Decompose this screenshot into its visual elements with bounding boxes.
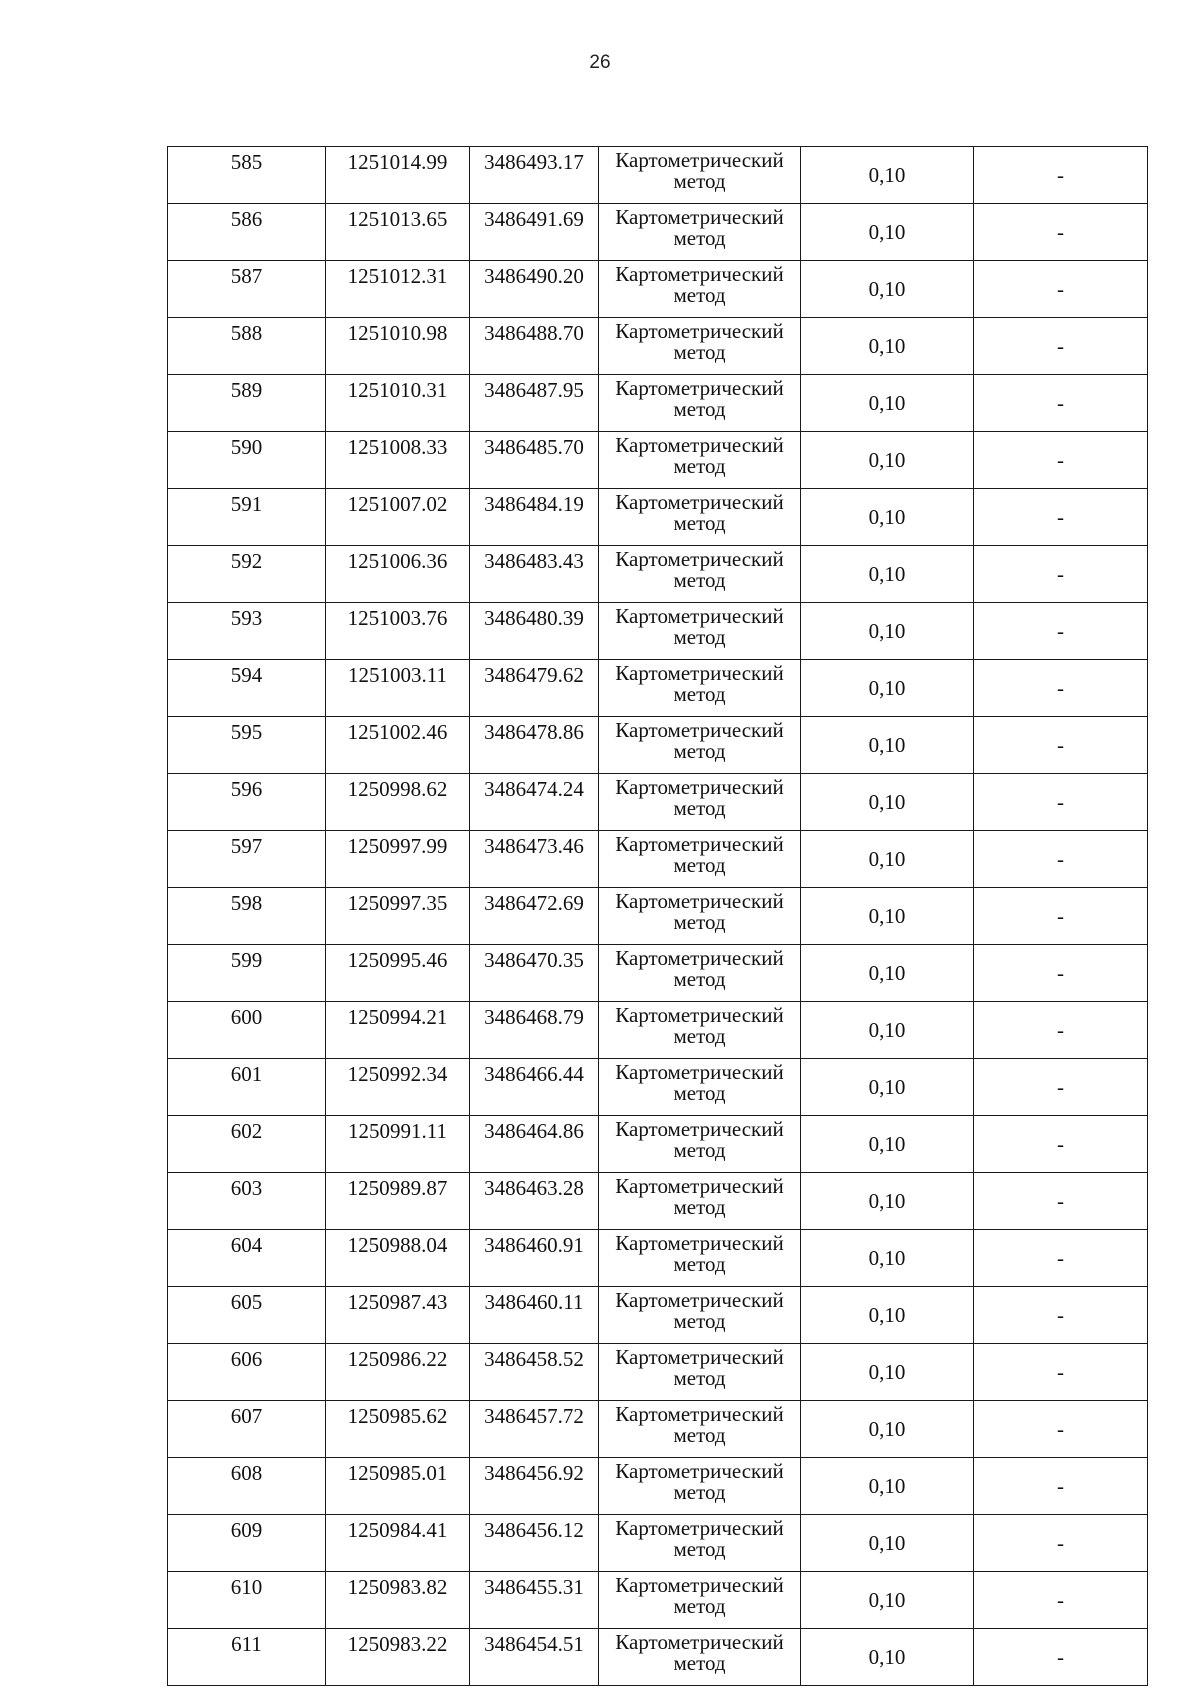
method-cell: [599, 375, 801, 432]
accuracy-cell: 0,10: [801, 717, 974, 774]
table-row: [168, 1002, 1148, 1059]
x-coordinate-cell: 1250986.22: [326, 1344, 470, 1401]
x-coordinate-cell: 1250987.43: [326, 1287, 470, 1344]
accuracy-cell: 0,10: [801, 489, 974, 546]
table-body: [168, 147, 1148, 1686]
point-number-cell: 595: [168, 717, 326, 774]
accuracy-cell: 0,10: [801, 261, 974, 318]
x-coordinate-cell: 1251008.33: [326, 432, 470, 489]
table-row: [168, 1629, 1148, 1686]
y-coordinate-cell: 3486463.28: [470, 1173, 599, 1230]
x-coordinate-cell: 1250995.46: [326, 945, 470, 1002]
method-line-1: Картометрический: [615, 319, 784, 343]
table-row: [168, 1173, 1148, 1230]
point-number-cell: 609: [168, 1515, 326, 1572]
method-line-2: метод: [673, 454, 726, 478]
method-cell: [599, 489, 801, 546]
note-cell: -: [974, 1344, 1148, 1401]
accuracy-cell: 0,10: [801, 660, 974, 717]
method-cell: [599, 546, 801, 603]
table-row: [168, 1401, 1148, 1458]
x-coordinate-cell: 1251014.99: [326, 147, 470, 204]
x-coordinate-cell: 1251010.98: [326, 318, 470, 375]
y-coordinate-cell: 3486488.70: [470, 318, 599, 375]
x-coordinate-cell: 1251007.02: [326, 489, 470, 546]
method-line-1: Картометрический: [615, 1288, 784, 1312]
method-cell: [599, 831, 801, 888]
x-coordinate-cell: 1250998.62: [326, 774, 470, 831]
note-cell: -: [974, 774, 1148, 831]
method-cell: [599, 261, 801, 318]
table-row: [168, 888, 1148, 945]
note-cell: -: [974, 318, 1148, 375]
y-coordinate-cell: 3486468.79: [470, 1002, 599, 1059]
point-number-cell: 604: [168, 1230, 326, 1287]
note-cell: -: [974, 603, 1148, 660]
method-cell: [599, 432, 801, 489]
method-cell: [599, 318, 801, 375]
point-number-cell: 608: [168, 1458, 326, 1515]
x-coordinate-cell: 1250991.11: [326, 1116, 470, 1173]
x-coordinate-cell: 1250997.35: [326, 888, 470, 945]
accuracy-cell: 0,10: [801, 1515, 974, 1572]
point-number-cell: 600: [168, 1002, 326, 1059]
table-row: [168, 1230, 1148, 1287]
method-line-1: Картометрический: [615, 1231, 784, 1255]
method-line-2: метод: [673, 1024, 726, 1048]
note-cell: -: [974, 1059, 1148, 1116]
method-cell: [599, 1344, 801, 1401]
accuracy-cell: 0,10: [801, 375, 974, 432]
x-coordinate-cell: 1251006.36: [326, 546, 470, 603]
point-number-cell: 596: [168, 774, 326, 831]
point-number-cell: 589: [168, 375, 326, 432]
accuracy-cell: 0,10: [801, 204, 974, 261]
method-line-1: Картометрический: [615, 376, 784, 400]
x-coordinate-cell: 1250985.62: [326, 1401, 470, 1458]
table-row: [168, 945, 1148, 1002]
accuracy-cell: 0,10: [801, 1287, 974, 1344]
x-coordinate-cell: 1250983.22: [326, 1629, 470, 1686]
method-line-2: метод: [673, 340, 726, 364]
method-cell: [599, 717, 801, 774]
method-line-2: метод: [673, 511, 726, 535]
table-row: [168, 489, 1148, 546]
method-cell: [599, 1401, 801, 1458]
y-coordinate-cell: 3486464.86: [470, 1116, 599, 1173]
note-cell: -: [974, 375, 1148, 432]
method-line-2: метод: [673, 1651, 726, 1675]
method-line-1: Картометрический: [615, 148, 784, 172]
x-coordinate-cell: 1251012.31: [326, 261, 470, 318]
accuracy-cell: 0,10: [801, 1344, 974, 1401]
y-coordinate-cell: 3486484.19: [470, 489, 599, 546]
point-number-cell: 607: [168, 1401, 326, 1458]
table-row: [168, 660, 1148, 717]
method-line-2: метод: [673, 967, 726, 991]
method-line-1: Картометрический: [615, 1573, 784, 1597]
table-row: [168, 1059, 1148, 1116]
method-line-2: метод: [673, 1309, 726, 1333]
method-line-2: метод: [673, 1537, 726, 1561]
point-number-cell: 599: [168, 945, 326, 1002]
method-line-2: метод: [673, 226, 726, 250]
table-row: [168, 603, 1148, 660]
table-row: [168, 375, 1148, 432]
method-cell: [599, 1116, 801, 1173]
method-line-2: метод: [673, 397, 726, 421]
note-cell: -: [974, 1287, 1148, 1344]
method-cell: [599, 1287, 801, 1344]
point-number-cell: 585: [168, 147, 326, 204]
point-number-cell: 590: [168, 432, 326, 489]
accuracy-cell: 0,10: [801, 1572, 974, 1629]
accuracy-cell: 0,10: [801, 1116, 974, 1173]
note-cell: -: [974, 1230, 1148, 1287]
y-coordinate-cell: 3486466.44: [470, 1059, 599, 1116]
method-line-2: метод: [673, 625, 726, 649]
note-cell: -: [974, 660, 1148, 717]
method-line-2: метод: [673, 796, 726, 820]
x-coordinate-cell: 1250985.01: [326, 1458, 470, 1515]
method-cell: [599, 1059, 801, 1116]
point-number-cell: 606: [168, 1344, 326, 1401]
note-cell: -: [974, 831, 1148, 888]
x-coordinate-cell: 1251013.65: [326, 204, 470, 261]
method-cell: [599, 888, 801, 945]
table-row: [168, 831, 1148, 888]
method-line-2: метод: [673, 682, 726, 706]
note-cell: -: [974, 261, 1148, 318]
method-line-2: метод: [673, 1195, 726, 1219]
point-number-cell: 588: [168, 318, 326, 375]
method-cell: [599, 147, 801, 204]
method-line-1: Картометрический: [615, 433, 784, 457]
method-line-1: Картометрический: [615, 832, 784, 856]
method-cell: [599, 660, 801, 717]
note-cell: -: [974, 1401, 1148, 1458]
accuracy-cell: 0,10: [801, 147, 974, 204]
point-number-cell: 611: [168, 1629, 326, 1686]
x-coordinate-cell: 1250997.99: [326, 831, 470, 888]
method-line-1: Картометрический: [615, 1003, 784, 1027]
coordinates-table: [167, 146, 1148, 1686]
table-row: [168, 261, 1148, 318]
table-row: [168, 204, 1148, 261]
method-line-1: Картометрический: [615, 661, 784, 685]
method-cell: [599, 1572, 801, 1629]
note-cell: -: [974, 1515, 1148, 1572]
method-line-2: метод: [673, 1366, 726, 1390]
method-cell: [599, 1230, 801, 1287]
method-line-1: Картометрический: [615, 1174, 784, 1198]
method-cell: [599, 1173, 801, 1230]
y-coordinate-cell: 3486470.35: [470, 945, 599, 1002]
accuracy-cell: 0,10: [801, 318, 974, 375]
note-cell: -: [974, 888, 1148, 945]
method-line-2: метод: [673, 1252, 726, 1276]
point-number-cell: 587: [168, 261, 326, 318]
table-row: [168, 546, 1148, 603]
accuracy-cell: 0,10: [801, 774, 974, 831]
method-line-1: Картометрический: [615, 1630, 784, 1654]
method-line-1: Картометрический: [615, 547, 784, 571]
note-cell: -: [974, 546, 1148, 603]
x-coordinate-cell: 1250988.04: [326, 1230, 470, 1287]
point-number-cell: 605: [168, 1287, 326, 1344]
method-line-2: метод: [673, 1081, 726, 1105]
y-coordinate-cell: 3486473.46: [470, 831, 599, 888]
method-line-1: Картометрический: [615, 1345, 784, 1369]
y-coordinate-cell: 3486487.95: [470, 375, 599, 432]
x-coordinate-cell: 1250984.41: [326, 1515, 470, 1572]
accuracy-cell: 0,10: [801, 1458, 974, 1515]
method-line-2: метод: [673, 1480, 726, 1504]
method-line-1: Картометрический: [615, 1459, 784, 1483]
x-coordinate-cell: 1250992.34: [326, 1059, 470, 1116]
method-line-1: Картометрический: [615, 889, 784, 913]
point-number-cell: 603: [168, 1173, 326, 1230]
method-cell: [599, 774, 801, 831]
method-cell: [599, 1002, 801, 1059]
method-line-2: метод: [673, 739, 726, 763]
table-row: [168, 432, 1148, 489]
y-coordinate-cell: 3486491.69: [470, 204, 599, 261]
point-number-cell: 598: [168, 888, 326, 945]
method-line-1: Картометрический: [615, 604, 784, 628]
y-coordinate-cell: 3486493.17: [470, 147, 599, 204]
method-line-1: Картометрический: [615, 1402, 784, 1426]
y-coordinate-cell: 3486454.51: [470, 1629, 599, 1686]
y-coordinate-cell: 3486478.86: [470, 717, 599, 774]
method-line-2: метод: [673, 910, 726, 934]
x-coordinate-cell: 1251003.11: [326, 660, 470, 717]
point-number-cell: 597: [168, 831, 326, 888]
accuracy-cell: 0,10: [801, 1401, 974, 1458]
accuracy-cell: 0,10: [801, 1230, 974, 1287]
point-number-cell: 586: [168, 204, 326, 261]
y-coordinate-cell: 3486460.91: [470, 1230, 599, 1287]
y-coordinate-cell: 3486479.62: [470, 660, 599, 717]
y-coordinate-cell: 3486458.52: [470, 1344, 599, 1401]
method-line-1: Картометрический: [615, 262, 784, 286]
y-coordinate-cell: 3486456.12: [470, 1515, 599, 1572]
accuracy-cell: 0,10: [801, 1173, 974, 1230]
accuracy-cell: 0,10: [801, 1002, 974, 1059]
method-line-1: Картометрический: [615, 205, 784, 229]
table-row: [168, 774, 1148, 831]
point-number-cell: 593: [168, 603, 326, 660]
y-coordinate-cell: 3486480.39: [470, 603, 599, 660]
x-coordinate-cell: 1251003.76: [326, 603, 470, 660]
point-number-cell: 592: [168, 546, 326, 603]
x-coordinate-cell: 1250983.82: [326, 1572, 470, 1629]
method-line-2: метод: [673, 568, 726, 592]
point-number-cell: 594: [168, 660, 326, 717]
accuracy-cell: 0,10: [801, 432, 974, 489]
note-cell: -: [974, 204, 1148, 261]
point-number-cell: 602: [168, 1116, 326, 1173]
note-cell: -: [974, 1116, 1148, 1173]
point-number-cell: 610: [168, 1572, 326, 1629]
table-row: [168, 1116, 1148, 1173]
note-cell: -: [974, 1629, 1148, 1686]
method-cell: [599, 204, 801, 261]
y-coordinate-cell: 3486455.31: [470, 1572, 599, 1629]
accuracy-cell: 0,10: [801, 945, 974, 1002]
accuracy-cell: 0,10: [801, 831, 974, 888]
note-cell: -: [974, 147, 1148, 204]
point-number-cell: 591: [168, 489, 326, 546]
note-cell: -: [974, 1002, 1148, 1059]
y-coordinate-cell: 3486457.72: [470, 1401, 599, 1458]
accuracy-cell: 0,10: [801, 546, 974, 603]
accuracy-cell: 0,10: [801, 1629, 974, 1686]
method-cell: [599, 603, 801, 660]
y-coordinate-cell: 3486483.43: [470, 546, 599, 603]
method-cell: [599, 945, 801, 1002]
method-line-1: Картометрический: [615, 1516, 784, 1540]
note-cell: -: [974, 432, 1148, 489]
method-line-2: метод: [673, 1423, 726, 1447]
y-coordinate-cell: 3486460.11: [470, 1287, 599, 1344]
note-cell: -: [974, 489, 1148, 546]
accuracy-cell: 0,10: [801, 603, 974, 660]
method-line-1: Картометрический: [615, 1117, 784, 1141]
y-coordinate-cell: 3486490.20: [470, 261, 599, 318]
method-line-2: метод: [673, 1594, 726, 1618]
table-row: [168, 1515, 1148, 1572]
method-line-1: Картометрический: [615, 1060, 784, 1084]
note-cell: -: [974, 1173, 1148, 1230]
method-line-1: Картометрический: [615, 718, 784, 742]
y-coordinate-cell: 3486472.69: [470, 888, 599, 945]
page-number: 26: [589, 52, 611, 73]
x-coordinate-cell: 1251002.46: [326, 717, 470, 774]
method-line-2: метод: [673, 853, 726, 877]
method-line-1: Картометрический: [615, 775, 784, 799]
point-number-cell: 601: [168, 1059, 326, 1116]
note-cell: -: [974, 1572, 1148, 1629]
note-cell: -: [974, 1458, 1148, 1515]
table-row: [168, 1287, 1148, 1344]
method-cell: [599, 1629, 801, 1686]
x-coordinate-cell: 1251010.31: [326, 375, 470, 432]
table-row: [168, 717, 1148, 774]
method-line-1: Картометрический: [615, 946, 784, 970]
method-cell: [599, 1458, 801, 1515]
table-row: [168, 147, 1148, 204]
y-coordinate-cell: 3486485.70: [470, 432, 599, 489]
x-coordinate-cell: 1250989.87: [326, 1173, 470, 1230]
x-coordinate-cell: 1250994.21: [326, 1002, 470, 1059]
method-line-2: метод: [673, 283, 726, 307]
y-coordinate-cell: 3486456.92: [470, 1458, 599, 1515]
accuracy-cell: 0,10: [801, 1059, 974, 1116]
accuracy-cell: 0,10: [801, 888, 974, 945]
method-line-1: Картометрический: [615, 490, 784, 514]
method-line-2: метод: [673, 1138, 726, 1162]
table-row: [168, 1458, 1148, 1515]
table-row: [168, 1572, 1148, 1629]
note-cell: -: [974, 717, 1148, 774]
y-coordinate-cell: 3486474.24: [470, 774, 599, 831]
note-cell: -: [974, 945, 1148, 1002]
method-line-2: метод: [673, 169, 726, 193]
table-row: [168, 318, 1148, 375]
method-cell: [599, 1515, 801, 1572]
table-row: [168, 1344, 1148, 1401]
